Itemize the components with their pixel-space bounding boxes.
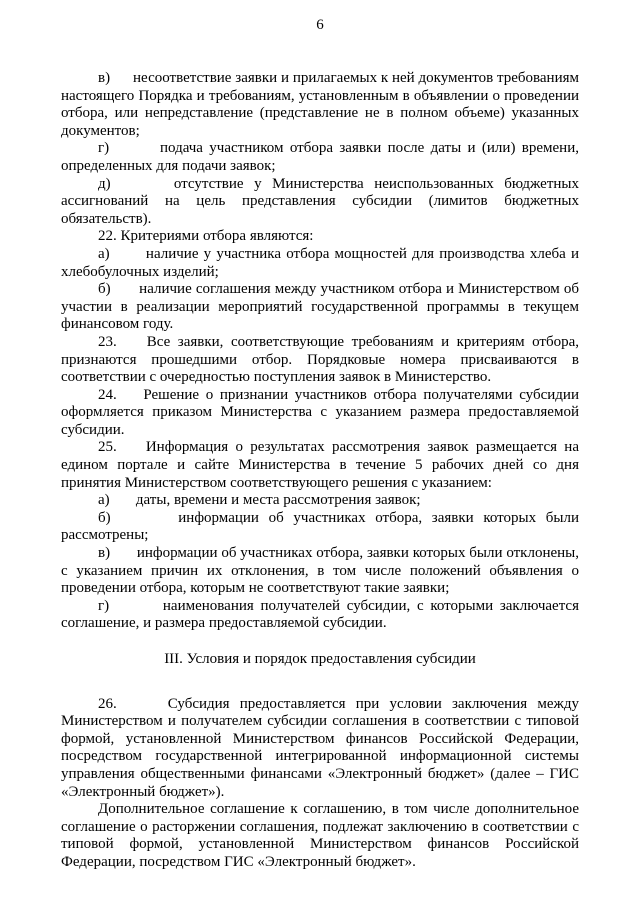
paragraph-item-g: г) подача участником отбора заявки после даты и (или) времени, определенных для подачи заявок; <box>61 140 579 174</box>
paragraph-22-b: б) наличие соглашения между участником отбора и Министерством об участии в реализации мероприятий государственной программы в текущем финансовом году. <box>61 281 579 333</box>
spacer <box>61 687 579 696</box>
paragraph-25-g: г) наименования получателей субсидии, с которыми заключается соглашение, и размера предоставляемой субсидии. <box>61 597 579 632</box>
paragraph-23: 23. Все заявки, соответствующие требованиям и критериям отбора, признаются прошедшими отбор. Порядковые номера присваиваются в соответствии с очередностью поступления заявок в Министерство. <box>61 333 579 386</box>
paragraph-22: 22. Критериями отбора являются: <box>98 228 314 245</box>
paragraph-22-a: а) наличие у участника отбора мощностей для производства хлеба и хлебобулочных изделий; <box>61 245 579 280</box>
page-number: 6 <box>316 17 324 33</box>
paragraph-24: 24. Решение о признании участников отбора получателями субсидии оформляется приказом Министерства с указанием размера предоставляемой субсидии. <box>61 386 579 438</box>
section-heading: III. Условия и порядок предоставления субсидии <box>164 651 476 667</box>
paragraph-26-additional: Дополнительное соглашение к соглашению, в том числе дополнительное соглашение о расторжении соглашения, подлежат заключению в соответствии с типовой формой, установленной Министерством финансов Российской Федерации, посредством ГИС «Электронный бюджет». <box>61 801 579 870</box>
paragraph-25-b: б) информации об участниках отбора, заявки которых были рассмотрены; <box>61 509 579 544</box>
paragraph-25-a: а) даты, времени и места рассмотрения заявок; <box>98 492 421 509</box>
paragraph-25-v: в) информации об участниках отбора, заявки которых были отклонены, с указанием причин их отклонения, в том числе положений объявления о проведении отбора, которым не соответствуют такие заявки; <box>61 545 579 597</box>
paragraph-item-d: д) отсутствие у Министерства неиспользованных бюджетных ассигнований на цель представления субсидии (лимитов бюджетных обязательств). <box>61 175 579 227</box>
paragraph-25: 25. Информация о результатах рассмотрения заявок размещается на едином портале и сайте Министерства в течение 5 рабочих дней со дня принятия Министерством соответствующего решения с указанием: <box>61 439 579 491</box>
spacer <box>61 669 579 687</box>
paragraph-item-v: в) несоответствие заявки и прилагаемых к ней документов требованиям настоящего Порядка и требованиям, установленным в объявлении о проведении отбора, или непредставление (представление не в полном объеме) указанных документов; <box>61 70 579 139</box>
paragraph-26: 26. Субсидия предоставляется при условии заключения между Министерством и получателем субсидии соглашения в соответствии с типовой формой, установленной Министерством финансов Российской Федерации, посредством государственной интегрированной информационной системы управления общественными финансами «Электронный бюджет» (далее – ГИС «Электронный бюджет»). <box>61 695 579 800</box>
spacer <box>61 633 579 651</box>
document-body <box>61 70 579 872</box>
